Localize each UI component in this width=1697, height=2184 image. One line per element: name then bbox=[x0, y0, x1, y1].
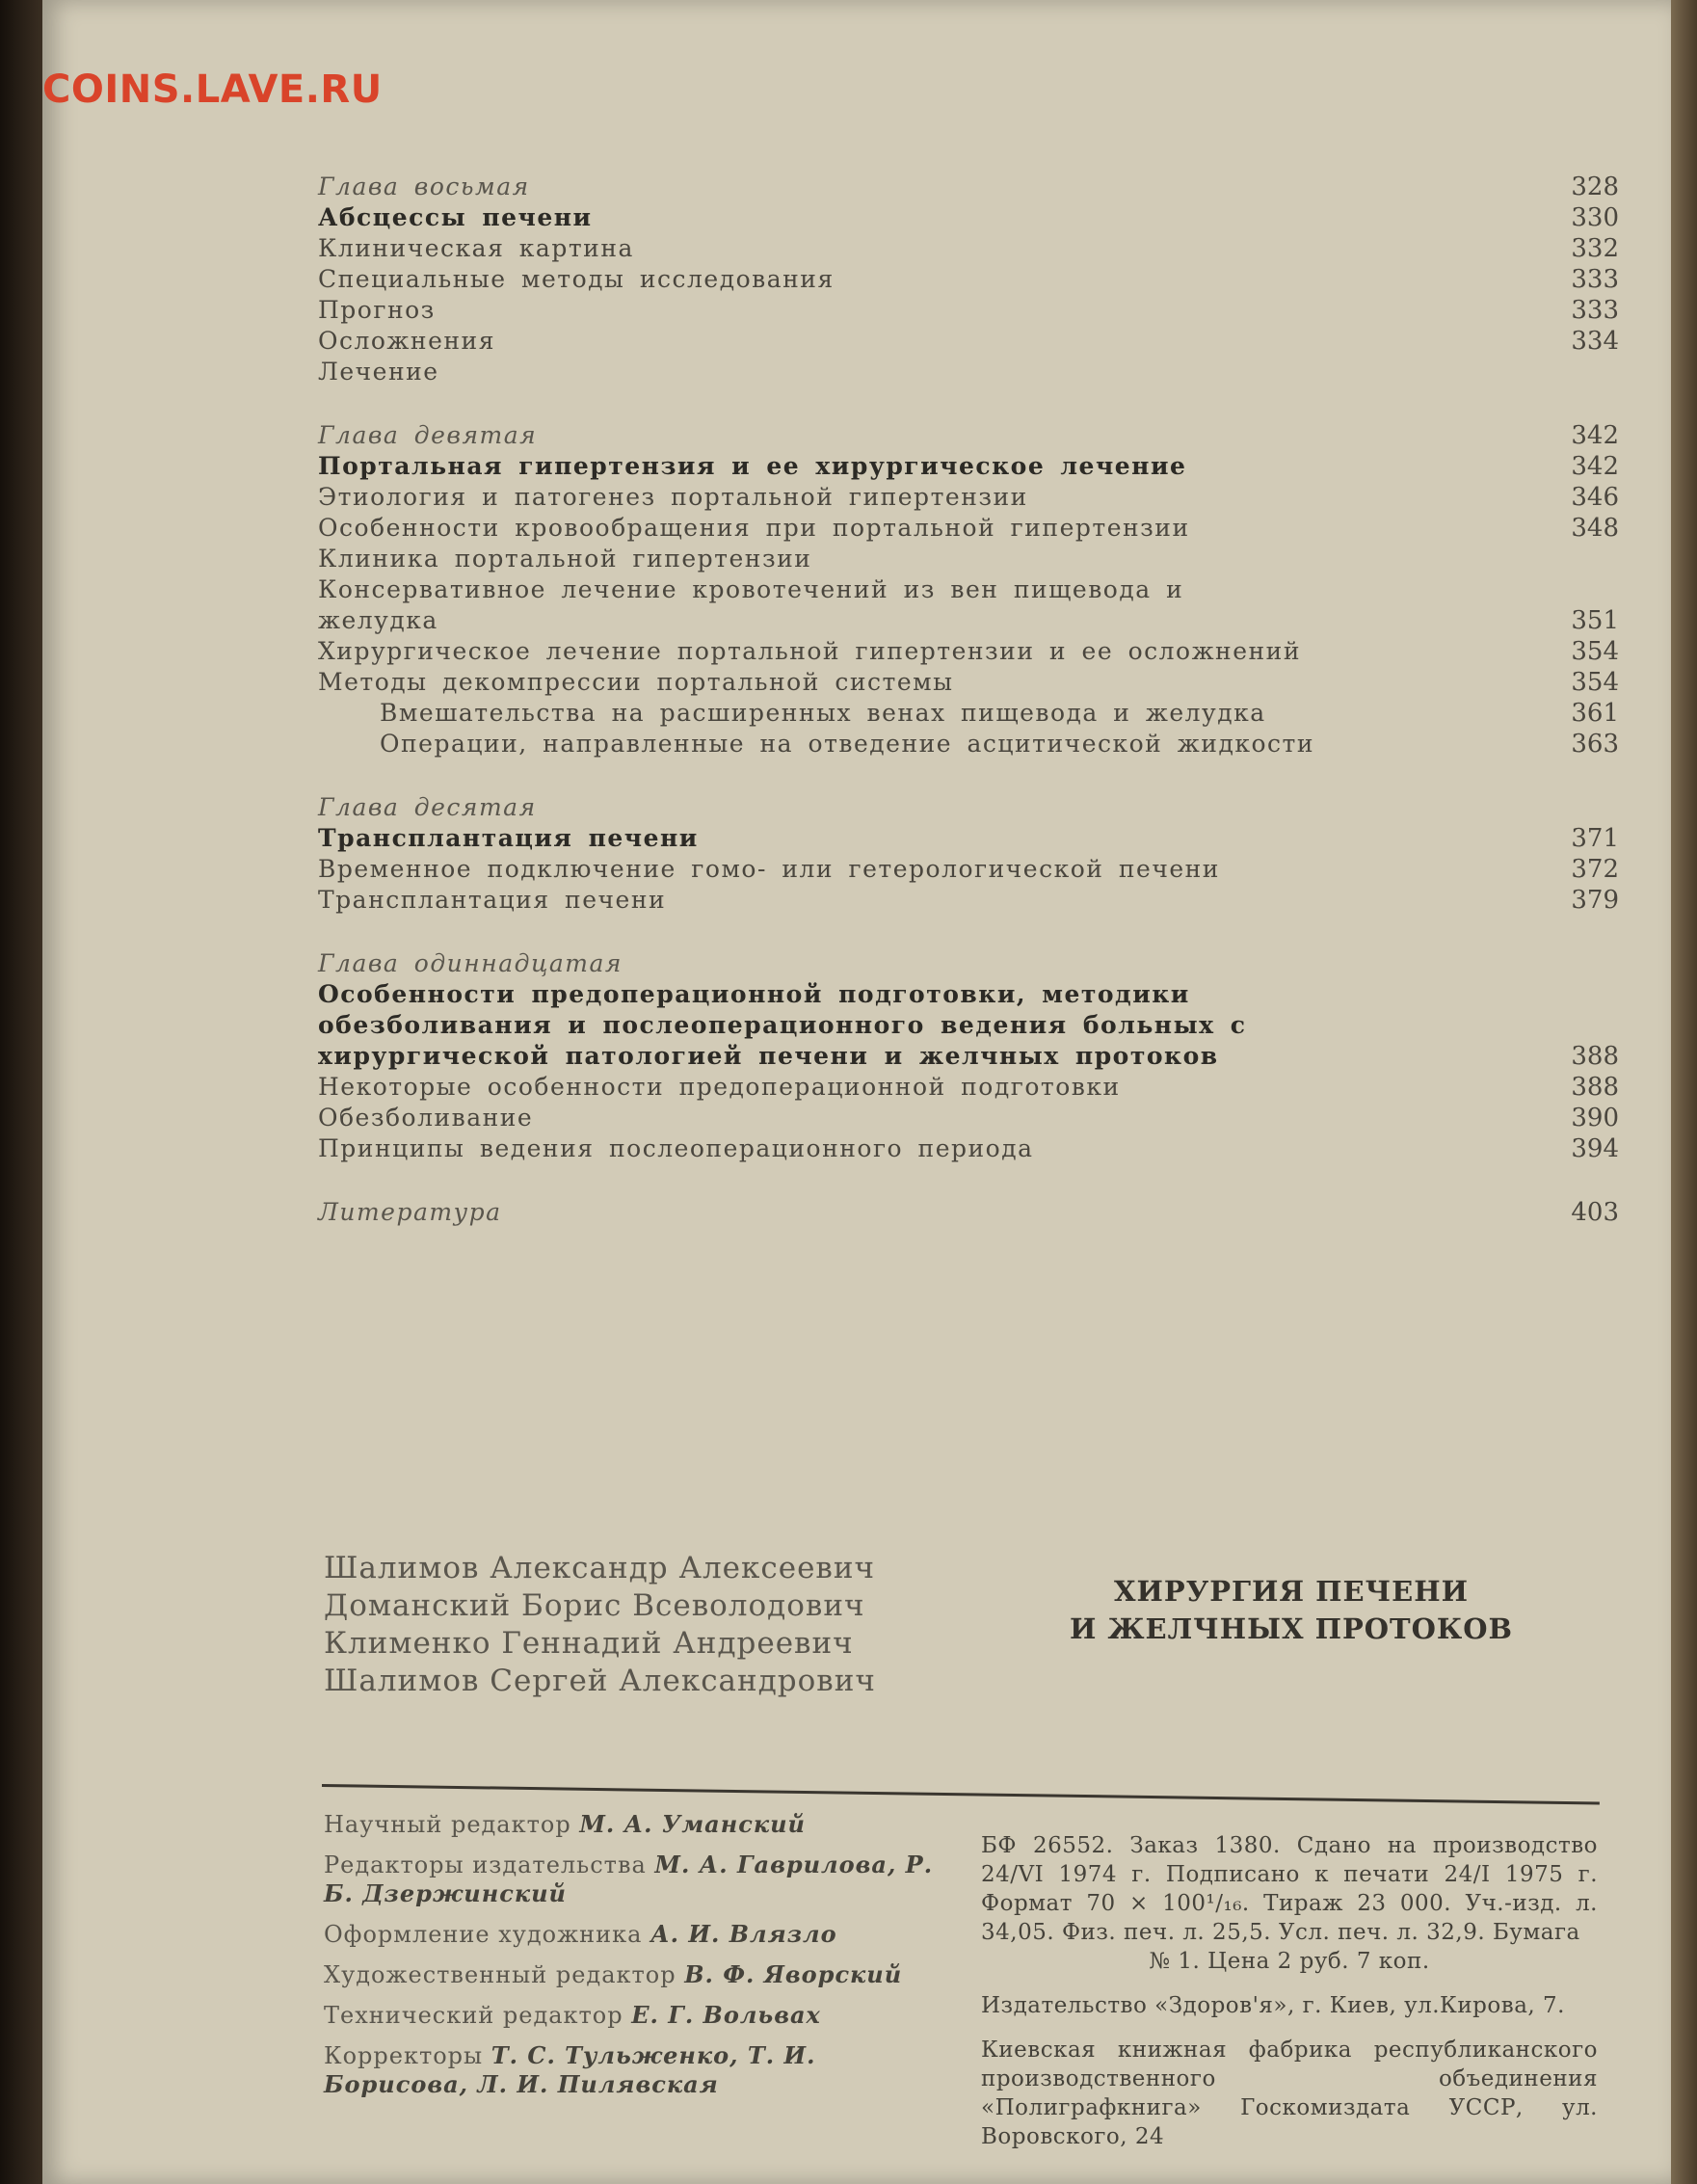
chapter-title: Портальная гипертензия и ее хирургическое лечение 342 bbox=[318, 452, 1619, 481]
chapter-10 bbox=[318, 792, 1619, 916]
toc-entry: Особенности кровообращения при портальной гипертензии 348 bbox=[318, 514, 1619, 543]
chapter-title: Абсцессы печени 330 bbox=[318, 203, 1619, 232]
chapter-title: Трансплантация печени 371 bbox=[318, 824, 1619, 853]
authors-list bbox=[324, 1550, 876, 1700]
credit-line: Технический редактор Е. Г. Вольвах bbox=[324, 2001, 821, 2029]
toc-entry: Клиника портальной гипертензии bbox=[318, 545, 812, 573]
print-details: БФ 26552. Заказ 1380. Сдано на производство 24/VI 1974 г. Подписано к печати 24/I 1975 г. Формат 70 × 100¹/₁₆. Тираж 23 000. Уч.-изд. л. 34,05. Физ. печ. л. 25,5. Усл. печ. л. 32,9. Бумага № 1. Цена 2 руб. 7 коп. bbox=[981, 1833, 1598, 1974]
page-edge bbox=[1671, 0, 1697, 2184]
chapter-8 bbox=[318, 172, 1619, 387]
chapter-heading: Глава девятая 342 bbox=[318, 421, 1619, 450]
book-title-line: ХИРУРГИЯ ПЕЧЕНИ bbox=[1113, 1575, 1469, 1608]
toc-entry: Прогноз 333 bbox=[318, 296, 1619, 325]
author: Шалимов Сергей Александрович bbox=[324, 1664, 876, 1698]
price: № 1. Цена 2 руб. 7 коп. bbox=[1149, 1949, 1430, 1974]
toc-entry: Осложнения 334 bbox=[318, 327, 1619, 356]
chapter-9 bbox=[318, 420, 1619, 759]
book-title-line: И ЖЕЛЧНЫХ ПРОТОКОВ bbox=[1069, 1612, 1514, 1645]
credit-line: Художественный редактор В. Ф. Яворский bbox=[324, 1960, 903, 1988]
chapter-heading: Глава восьмая 328 bbox=[318, 173, 1619, 201]
table-of-contents bbox=[318, 172, 1619, 1228]
printer: Киевская книжная фабрика республиканского производственного объединения «Полиграфкнига» Госкомиздата УССР, ул. Воровского, 24 bbox=[981, 2038, 1598, 2149]
publisher: Издательство «Здоров'я», г. Киев, ул.Кирова, 7. bbox=[981, 1993, 1565, 2018]
toc-entry: Обезболивание 390 bbox=[318, 1104, 1619, 1132]
chapter-11 bbox=[318, 948, 1619, 1164]
toc-entry: Некоторые особенности предоперационной подготовки 388 bbox=[318, 1073, 1619, 1102]
toc-entry: Лечение bbox=[318, 358, 439, 386]
chapter-title: Особенности предоперационной подготовки, методики обезболивания и послеоперационного ведения больных с хирургической патологией печени и желчных протоков 388 bbox=[318, 980, 1619, 1071]
toc-subentry: Операции, направленные на отведение асцитической жидкости 363 bbox=[380, 730, 1619, 759]
toc-subentry: Вмешательства на расширенных венах пищевода и желудка 361 bbox=[380, 699, 1619, 728]
toc-entry: Хирургическое лечение портальной гипертензии и ее осложнений 354 bbox=[318, 637, 1619, 666]
toc-entry: Методы декомпрессии портальной системы 354 bbox=[318, 668, 1619, 697]
credit-line: Редакторы издательства М. А. Гаврилова, Р. Б. Дзержинский bbox=[324, 1851, 934, 1907]
credit-line: Оформление художника А. И. Влязло bbox=[324, 1920, 837, 1948]
toc-entry: Временное подключение гомо- или гетерологической печени 372 bbox=[318, 855, 1619, 884]
author: Шалимов Александр Алексеевич bbox=[324, 1551, 876, 1585]
toc-entry: Клиническая картина 332 bbox=[318, 234, 1619, 263]
credit-line: Корректоры Т. С. Тульженко, Т. И. Борисова, Л. И. Пилявская bbox=[324, 2041, 816, 2098]
toc-entry: Этиология и патогенез портальной гипертензии 346 bbox=[318, 483, 1619, 512]
toc-entry: Трансплантация печени 379 bbox=[318, 886, 1619, 915]
author: Клименко Геннадий Андреевич bbox=[324, 1626, 854, 1661]
editorial-credits bbox=[324, 1810, 941, 2111]
imprint-block bbox=[981, 1831, 1598, 2167]
literature-entry: Литература 403 bbox=[318, 1198, 1619, 1227]
watermark: COINS.LAVE.RU bbox=[42, 67, 383, 112]
toc-entry: Специальные методы исследования 333 bbox=[318, 265, 1619, 294]
chapter-heading: Глава одиннадцатая bbox=[318, 949, 623, 977]
toc-entry: Принципы ведения послеоперационного периода 394 bbox=[318, 1134, 1619, 1163]
credit-line: Научный редактор М. А. Уманский bbox=[324, 1810, 806, 1838]
book-title bbox=[1060, 1573, 1523, 1648]
book-binding bbox=[0, 0, 42, 2184]
chapter-heading: Глава десятая bbox=[318, 793, 537, 821]
toc-entry: Консервативное лечение кровотечений из вен пищевода и желудка 351 bbox=[318, 575, 1619, 635]
author: Доманский Борис Всеволодович bbox=[324, 1588, 865, 1623]
